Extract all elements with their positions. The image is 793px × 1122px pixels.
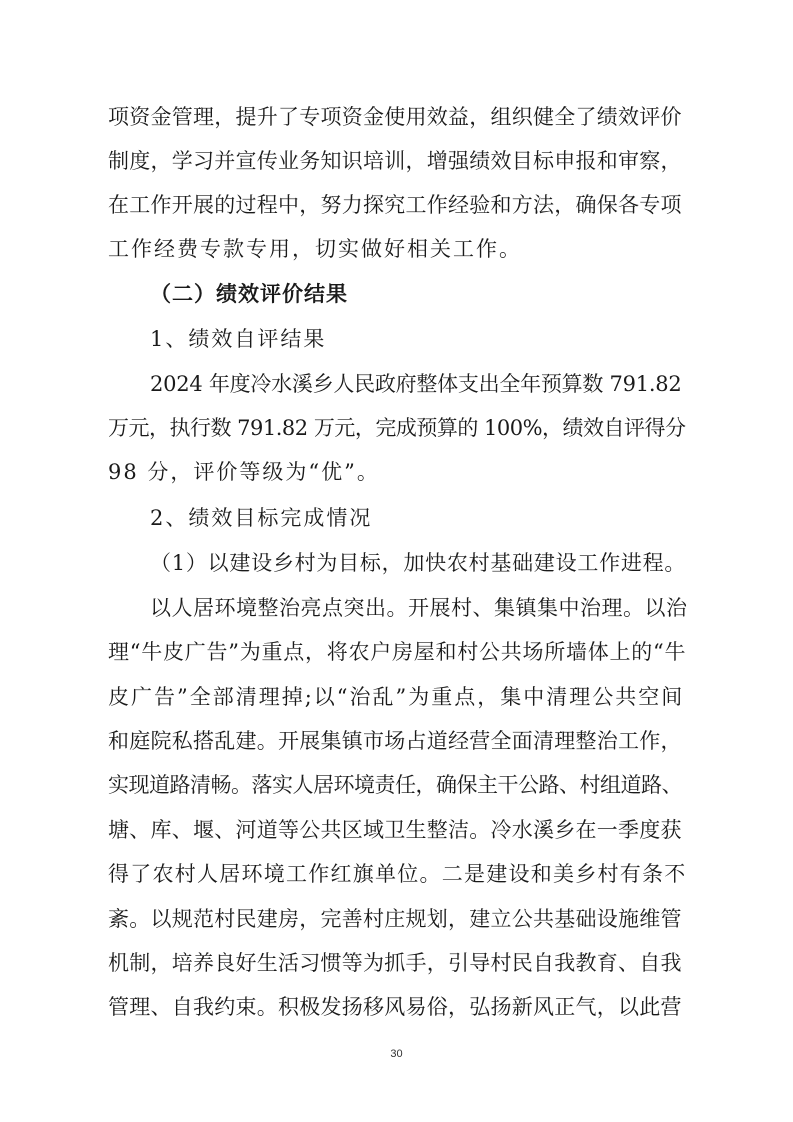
section-heading: （二）绩效评价结果 xyxy=(150,282,348,306)
item-heading: （1）以建设乡村为目标，加快农村基础建设工作进程。 xyxy=(150,551,687,575)
paragraph-line: 机制，培养良好生活习惯等为抓手，引导村民自我教育、自我 xyxy=(108,951,682,975)
paragraph-line: 理“牛皮广告”为重点，将农户房屋和村公共场所墙体上的“牛 xyxy=(108,640,687,664)
paragraph-line: 98 分，评价等级为“优”。 xyxy=(108,460,380,484)
paragraph-line: 在工作开展的过程中，努力探究工作经验和方法，确保各专项 xyxy=(108,193,682,217)
paragraph-line: 项资金管理，提升了专项资金使用效益，组织健全了绩效评价 xyxy=(108,105,682,129)
paragraph-line: 实现道路清畅。落实人居环境责任，确保主干公路、村组道路、 xyxy=(108,773,682,797)
paragraph-line: 和庭院私搭乱建。开展集镇市场占道经营全面清理整治工作， xyxy=(108,729,682,753)
paragraph-line: 管理、自我约束。积极发扬移风易俗，弘扬新风正气，以此营 xyxy=(108,995,682,1019)
paragraph-line: 工作经费专款专用，切实做好相关工作。 xyxy=(108,237,522,261)
paragraph-line: 皮广告”全部清理掉;以“治乱”为重点，集中清理公共空间 xyxy=(108,685,685,709)
paragraph-line: 塘、库、堰、河道等公共区域卫生整洁。冷水溪乡在一季度获 xyxy=(108,818,682,842)
paragraph-line: 紊。以规范村民建房，完善村庄规划，建立公共基础设施维管 xyxy=(108,907,682,931)
paragraph-line: 以人居环境整治亮点突出。开展村、集镇集中治理。以治 xyxy=(150,596,688,620)
page-number: 30 xyxy=(390,1048,403,1060)
subsection-heading: 1、绩效自评结果 xyxy=(150,327,327,351)
paragraph-line: 制度，学习并宣传业务知识培训，增强绩效目标申报和审察， xyxy=(108,149,682,173)
paragraph-line: 2024 年度冷水溪乡人民政府整体支出全年预算数 791.82 xyxy=(150,372,682,396)
paragraph-line: 得了农村人居环境工作红旗单位。二是建设和美乡村有条不 xyxy=(108,862,687,886)
paragraph-line: 万元，执行数 791.82 万元，完成预算的 100%，绩效自评得分 xyxy=(108,416,686,440)
subsection-heading: 2、绩效目标完成情况 xyxy=(150,506,373,530)
